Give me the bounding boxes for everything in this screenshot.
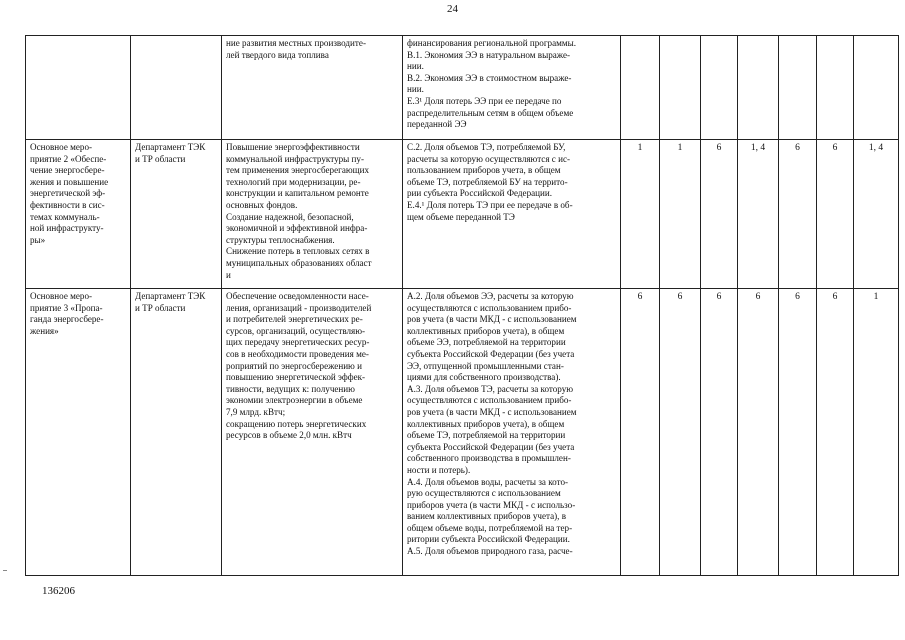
value-cell: 1 (621, 140, 660, 289)
value-cell: 1 (660, 140, 701, 289)
executor-cell: Департамент ТЭК и ТР области (131, 140, 222, 289)
executor-cell: Департамент ТЭК и ТР области (131, 289, 222, 576)
value-cell (621, 36, 660, 140)
measure-name-cell: Основное меро- приятие 3 «Пропа- ганда энергосбере- жения» (26, 289, 131, 576)
indicators-cell: С.2. Доля объемов ТЭ, потребляемой БУ, расчеты за которую осуществляются с ис- пользованием приборов учета, в общем объеме ТЭ, потребляемой БУ на террито- рии субъекта Российской Федерации. Е.4.¹ Доля потерь ТЭ при ее передаче в об- щем объеме переданной ТЭ (403, 140, 621, 289)
value-cell: 6 (817, 289, 854, 576)
indicators-cell: А.2. Доля объемов ЭЭ, расчеты за которую осуществляются с использованием прибо- ров учета (в части МКД - с использованием коллективных приборов учета), в общем объеме ЭЭ, потребляемой на территории субъекта Российской Федерации (без учета ЭЭ, отпущенной промышленными стан- циями для собственного производства). А.3. Доля объемов ТЭ, расчеты за которую осуществляются с использованием прибо- ров учета (в части МКД - с использованием коллективных приборов учета), в общем объеме ТЭ, потребляемой на территории субъекта Российской Федерации (без учета собственного производства в промышлен- ности и потерь). А.4. Доля объемов воды, расчеты за кото- рую осуществляются с использованием приборов учета (в части МКД - с использо- ванием коллективных приборов учета), в общем объеме воды, потребляемой на тер- ритории субъекта Российской Федерации. А.5. Доля объемов природного газа, расче- (403, 289, 621, 576)
value-cell (817, 36, 854, 140)
document-code: 136206 (42, 585, 75, 597)
table-row (26, 289, 899, 576)
value-cell: 6 (621, 289, 660, 576)
value-cell: 1 (854, 289, 899, 576)
indicators-cell: финансирования региональной программы. В.1. Экономия ЭЭ в натуральном выраже- нии. В.2. Экономия ЭЭ в стоимостном выраже- нии. Е.3¹ Доля потерь ЭЭ при ее передаче по распределительным сетям в общем объеме переданной ЭЭ (403, 36, 621, 140)
table-row (26, 36, 899, 140)
measure-name-cell (26, 36, 131, 140)
value-cell: 1, 4 (854, 140, 899, 289)
value-cell: 1, 4 (738, 140, 779, 289)
value-cell (779, 36, 817, 140)
page-number: 24 (447, 3, 458, 15)
table-row (26, 140, 899, 289)
value-cell: 6 (817, 140, 854, 289)
value-cell: 6 (738, 289, 779, 576)
value-cell: 6 (701, 140, 738, 289)
value-cell: 6 (701, 289, 738, 576)
value-cell (854, 36, 899, 140)
expected-result-cell: Повышение энергоэффективности коммунальной инфраструктуры пу- тем применения энергосберегающих технологий при модернизации, ре- конструкции и капитальном ремонте основных фондов. Создание надежной, безопасной, экономичной и эффективной инфра- структуры теплоснабжения. Снижение потерь в тепловых сетях в муниципальных образованиях област и (222, 140, 403, 289)
executor-cell (131, 36, 222, 140)
margin-mark (3, 570, 7, 571)
value-cell: 6 (779, 140, 817, 289)
value-cell (738, 36, 779, 140)
measures-table (25, 35, 899, 576)
value-cell: 6 (660, 289, 701, 576)
measure-name-cell: Основное меро- приятие 2 «Обеспе- чение энергосбере- жения и повышение энергетической эф- фективности в сис- темах коммуналь- ной инфраструкту- ры» (26, 140, 131, 289)
value-cell: 6 (779, 289, 817, 576)
value-cell (660, 36, 701, 140)
expected-result-cell: ние развития местных производите- лей твердого вида топлива (222, 36, 403, 140)
value-cell (701, 36, 738, 140)
expected-result-cell: Обеспечение осведомленности насе- ления, организаций - производителей и потребителей энергетических ре- сурсов, организаций, осуществляю- щих передачу энергетических ресур- сов в необходимости проведения ме- роприятий по энергосбережению и повышению энергетической эффек- тивности, ведущих к: получению экономии электроэнергии в объеме 7,9 млрд. кВтч; сокращению потерь энергетических ресурсов в объеме 2,0 млн. кВтч (222, 289, 403, 576)
